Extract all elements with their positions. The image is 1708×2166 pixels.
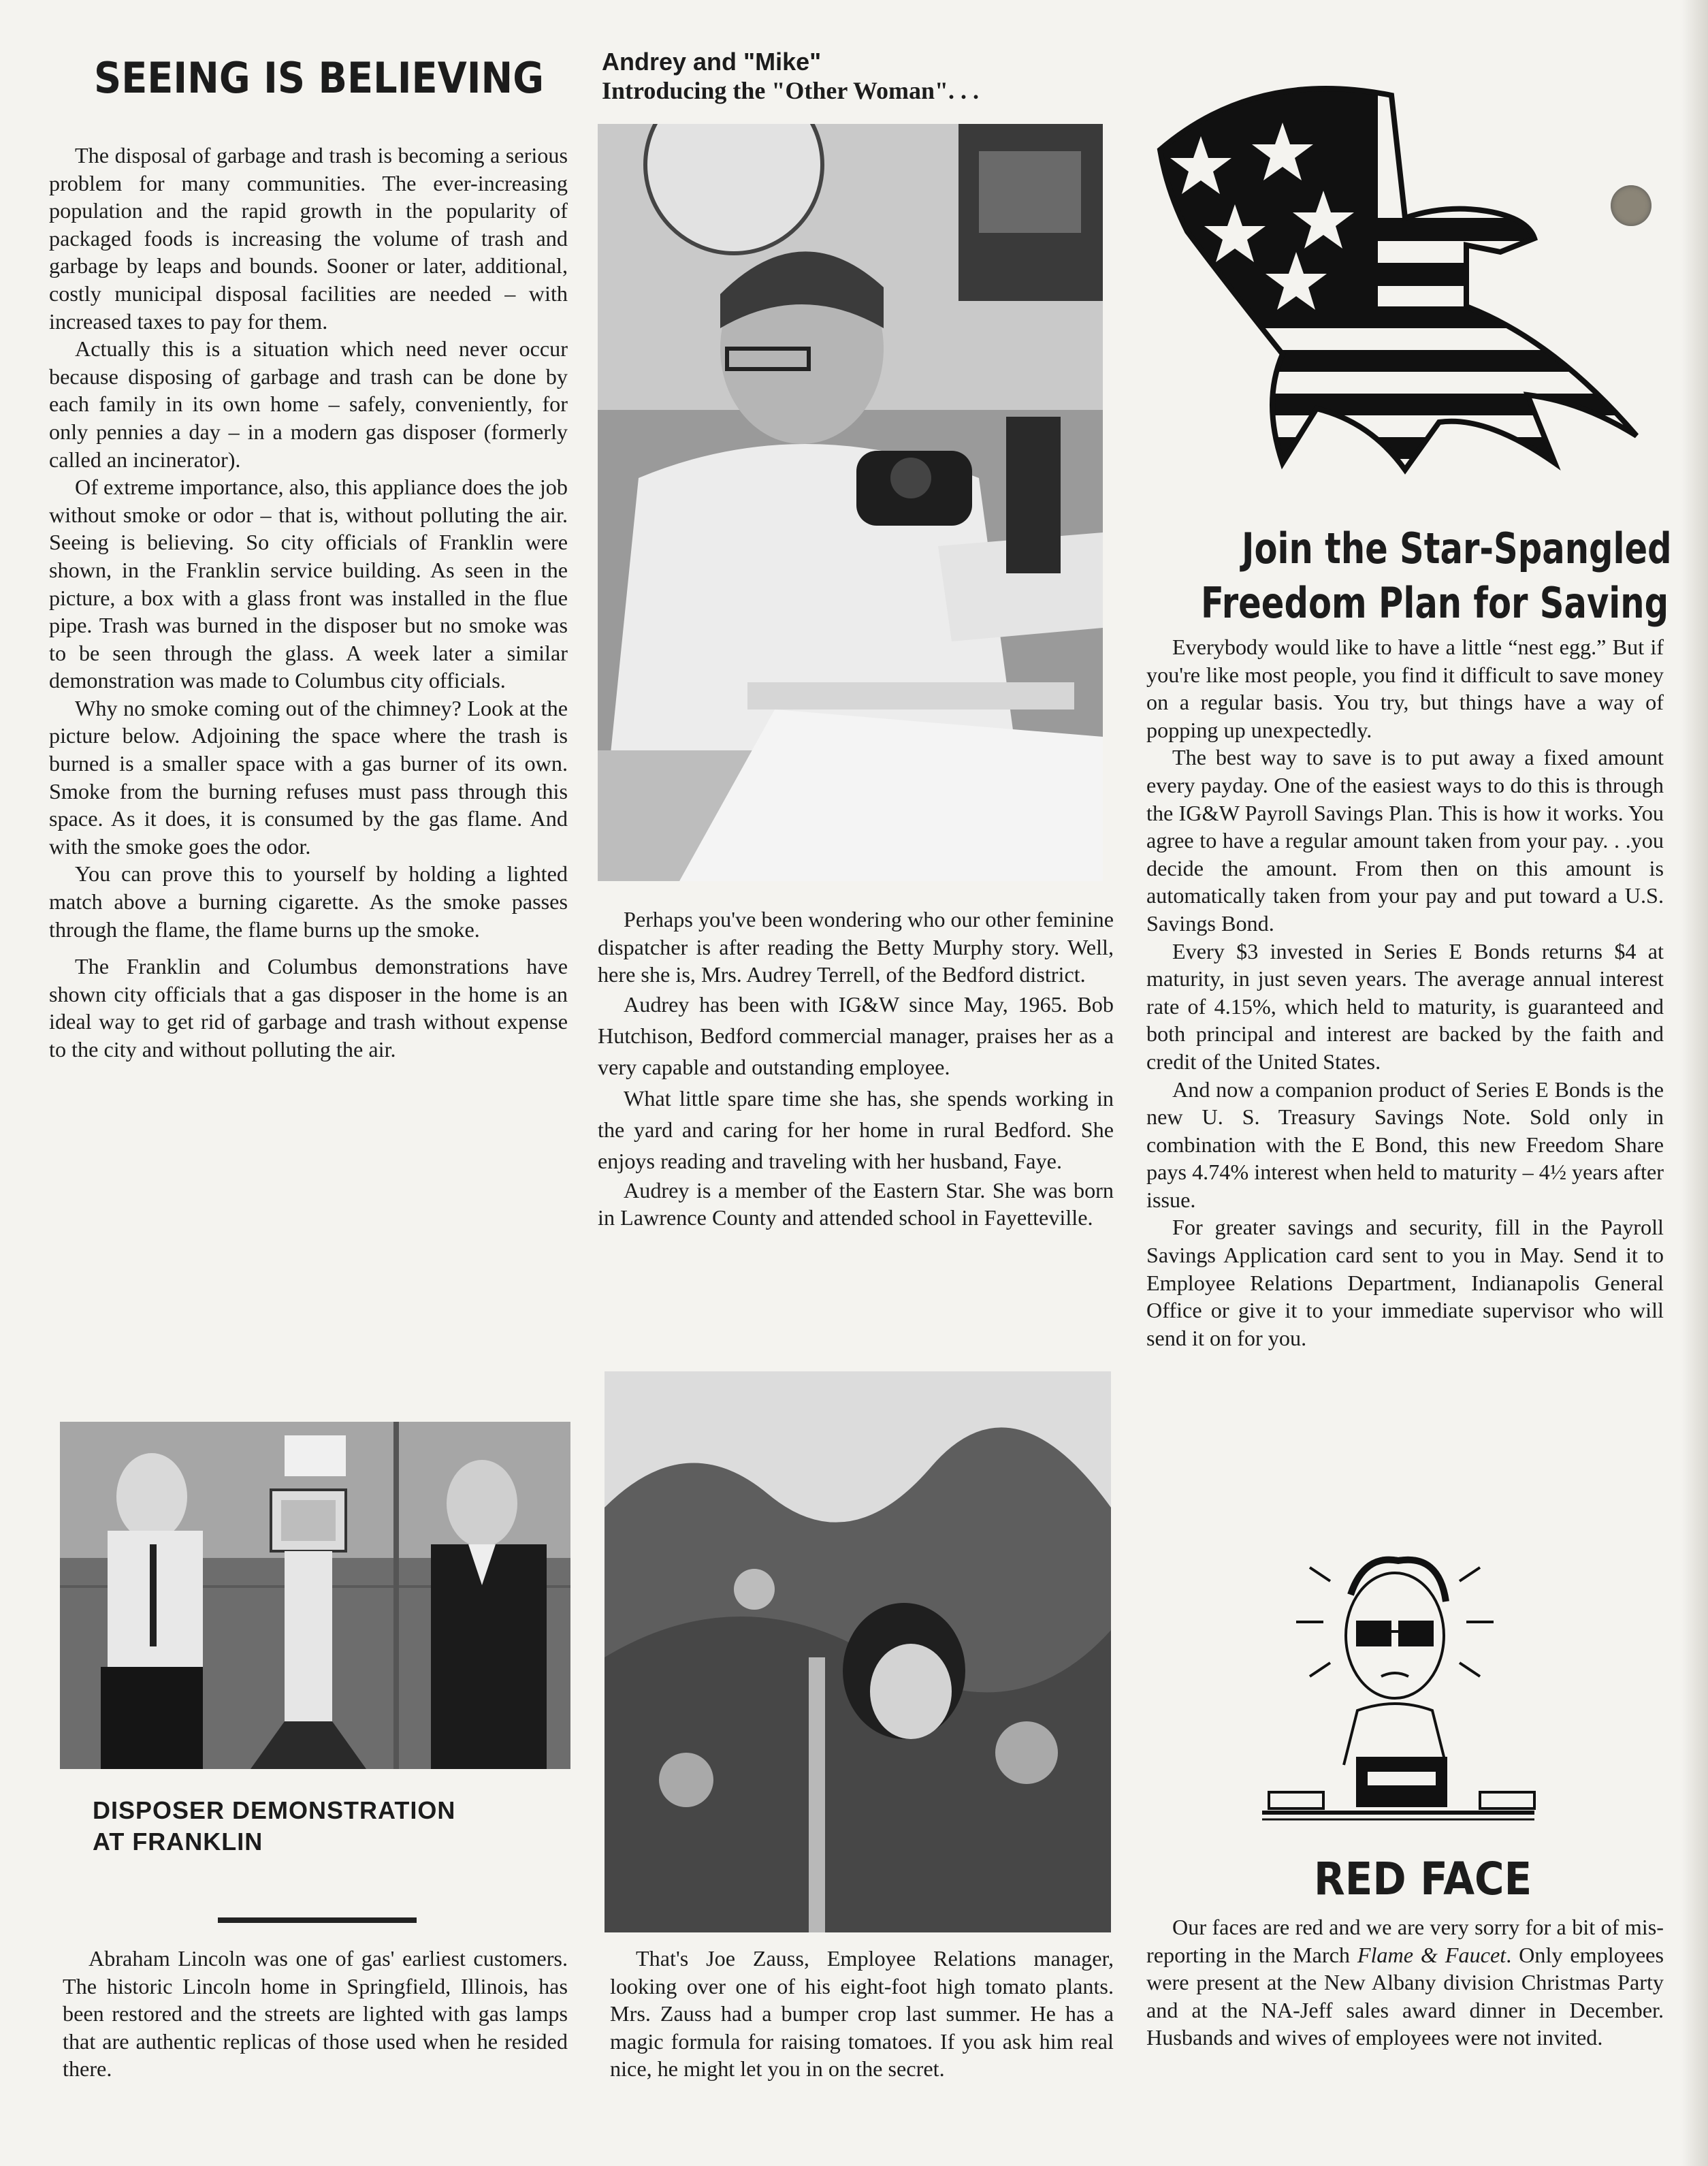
column-left <box>49 0 568 2166</box>
disposer-demonstration-photo <box>60 1422 570 1769</box>
column-middle <box>598 0 1114 2166</box>
heading-line-sans: Andrey and "Mike" <box>602 48 822 76</box>
audrey-heading <box>602 48 979 105</box>
star-spangled-eagle-illustration <box>1146 82 1664 477</box>
paragraph: Everybody would like to have a little “nest egg.” But if you're like most people, you find it difficult to save money on a regular basis. You try, but things have a way of popping up unexpectedly. <box>1146 635 1664 742</box>
article-body-savings <box>1146 633 1664 1352</box>
red-face-paragraph <box>1146 1913 1664 2052</box>
paragraph: The best way to save is to put away a fixed amount every payday. One of the easiest ways to do this is through the IG&W Payroll Savings Plan. This is how it works. You agree to have a regular amount taken from your pay. . .you decide the amount. From then on this amount is automatically taken from your pay and put toward a U.S. Savings Bond. <box>1146 745 1664 936</box>
tomato-plants-photo <box>605 1371 1111 1932</box>
heading-line-serif: Introducing the "Other Woman". . . <box>602 77 980 104</box>
article-title-seeing-is-believing: SEEING IS BELIEVING <box>94 53 545 103</box>
paragraph: Actually this is a situation which need never occur because disposing of garbage and trash can be done by each family in its own home – safely, conveniently, for only pennies a day – in a modern gas disposer (formerly called an incinerator). <box>49 336 568 472</box>
publication-name: Flame & Faucet <box>1357 1942 1506 1967</box>
punch-hole <box>1611 185 1651 226</box>
column-right <box>1146 0 1672 2166</box>
paragraph: You can prove this to yourself by holding a lighted match above a burning cigarette. As the smoke passes through the flame, the flame burns up the smoke. <box>49 861 568 942</box>
article-body-audrey <box>598 906 1114 1232</box>
red-face-text-post: . Only employees were present at the New Albany division Christmas Party and at the NA-Jeff sales award dinner in December. Husbands and wives of employees were not invited. <box>1146 1942 1664 2050</box>
disposer-photo-caption <box>93 1795 455 1858</box>
tomato-caption: That's Joe Zauss, Employee Relations manager, looking over one of his eight-foot high tomato plants. Mrs. Zauss had a bumper crop last summer. He has a magic formula for raising tomatoes. If you ask him real nice, he might let you in on the secret. <box>610 1946 1114 2082</box>
audrey-dispatcher-photo <box>598 124 1103 881</box>
red-face-cartoon <box>1255 1540 1541 1840</box>
paragraph: Why no smoke coming out of the chimney? Look at the picture below. Adjoining the space where the trash is burned is a smaller space with a gas burner of its own. Smoke from the burning refuses must pass through this space. As it does, it is consumed by the gas flame. And with the smoke goes the odor. <box>49 695 568 859</box>
caption-line: DISPOSER DEMONSTRATION <box>93 1796 456 1824</box>
divider-rule <box>218 1917 417 1923</box>
article-body-seeing-is-believing <box>49 142 568 1064</box>
paragraph: The disposal of garbage and trash is becoming a serious problem for many communities. The ever-increasing population and the rapid growth in the popularity of packaged foods is increasing the volume of trash and garbage by leaps and bounds. Sooner or later, additional, costly municipal disposal facilities are needed – with increased taxes to pay for them. <box>49 143 568 334</box>
page-edge-shadow <box>1681 0 1708 2166</box>
paragraph: And now a companion product of Series E Bonds is the new U. S. Treasury Savings Note. Sold only in combination with the E Bond, this new Freedom Share pays 4.74% interest when held to maturity – 4½ years after issue. <box>1146 1077 1664 1212</box>
title-line: Join the Star-Spangled <box>1242 524 1672 573</box>
paragraph: For greater savings and security, fill in the Payroll Savings Application card sent to you in May. Send it to Employee Relations Department, Indianapolis General Office or give it to your immediate supervisor who will send it on for you. <box>1146 1215 1664 1350</box>
red-face-title: RED FACE <box>1314 1853 1532 1905</box>
paragraph: Of extreme importance, also, this appliance does the job without smoke or odor – that is, without polluting the air. Seeing is believing. So city officials of Franklin were shown, in the Franklin service building. As seen in the picture, a box with a glass front was installed in the flue pipe. Trash was burned in the disposer but no smoke was to be seen through the glass. A week later a similar demonstration was made to Columbus city officials. <box>49 475 568 693</box>
title-line: Freedom Plan for Saving <box>1201 578 1669 628</box>
caption-line: AT FRANKLIN <box>93 1828 263 1856</box>
paragraph: What little spare time she has, she spends working in the yard and caring for her home in rural Bedford. She enjoys reading and traveling with her husband, Faye. <box>598 1085 1114 1173</box>
paragraph: Perhaps you've been wondering who our other feminine dispatcher is after reading the Betty Murphy story. Well, here she is, Mrs. Audrey Terrell, of the Bedford district. <box>598 907 1114 987</box>
lincoln-paragraph: Abraham Lincoln was one of gas' earliest customers. The historic Lincoln home in Springfield, Illinois, has been restored and the streets are lighted with gas lamps that are authentic replicas of those used when he resided there. <box>63 1946 568 2082</box>
savings-title <box>1201 522 1672 631</box>
paragraph: Audrey has been with IG&W since May, 1965. Bob Hutchison, Bedford commercial manager, praises her as a very capable and outstanding employee. <box>598 991 1114 1079</box>
red-face-text-pre: Our faces are red and we are very sorry for a bit of mis-reporting in the March <box>1146 1915 1664 1967</box>
paragraph: Every $3 invested in Series E Bonds returns $4 at maturity, in just seven years. The average annual interest rate of 4.15%, which held to maturity, is guaranteed and both principal and interest are backed by the faith and credit of the United States. <box>1146 938 1664 1074</box>
paragraph: Audrey is a member of the Eastern Star. She was born in Lawrence County and attended school in Fayetteville. <box>598 1177 1114 1230</box>
paragraph: The Franklin and Columbus demonstrations have shown city officials that a gas disposer in the home is an ideal way to get rid of garbage and trash without expense to the city and without polluting the air. <box>49 954 568 1062</box>
